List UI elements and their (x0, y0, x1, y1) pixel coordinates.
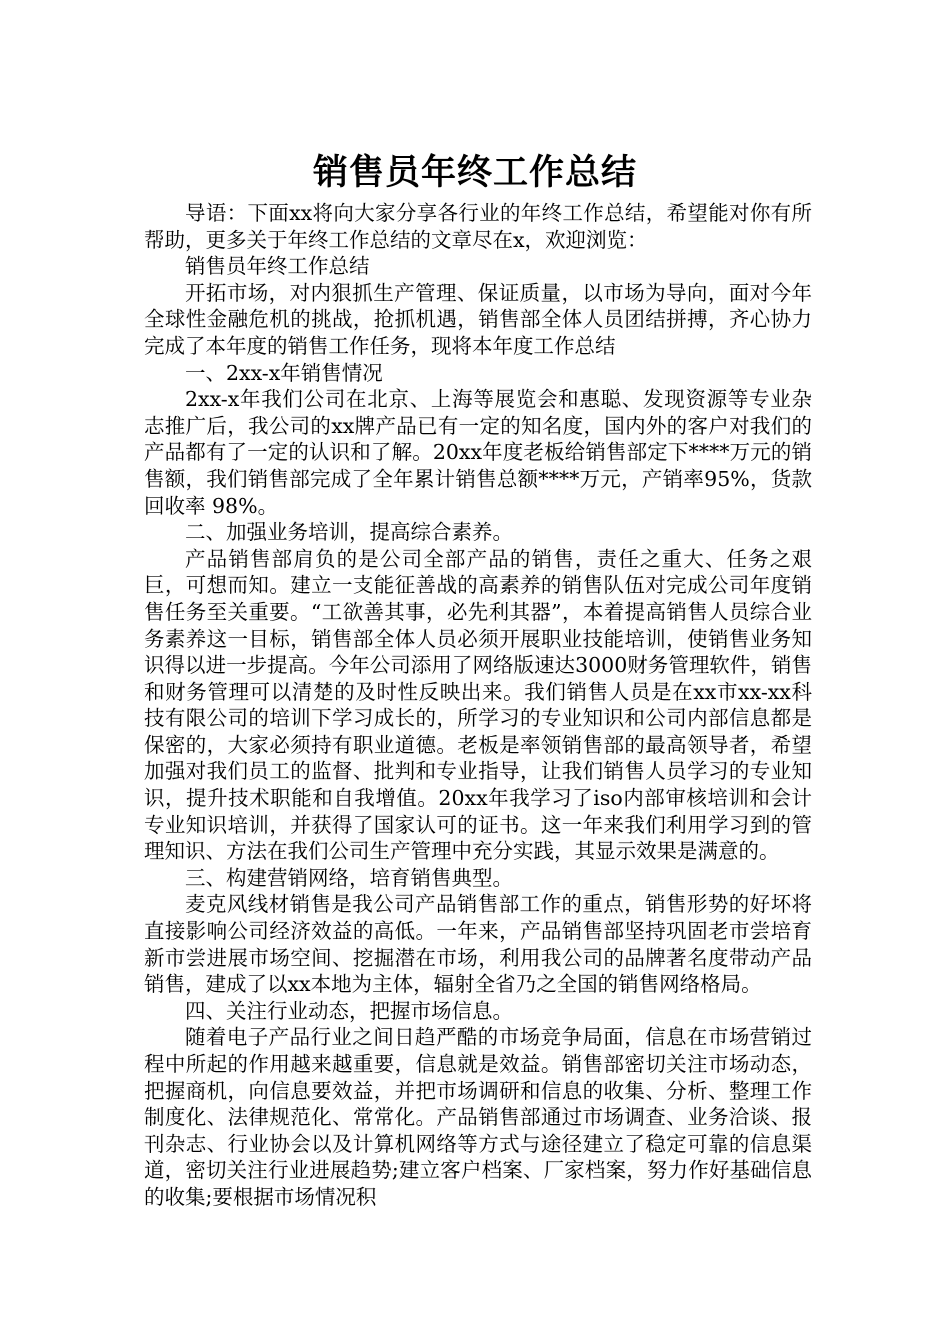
paragraph-intro: 导语：下面xx将向大家分享各行业的年终工作总结，希望能对你有所帮助，更多关于年终工作总结的文章尽在x，欢迎浏览： (144, 201, 812, 252)
paragraph-training: 产品销售部肩负的是公司全部产品的销售，责任之重大、任务之艰巨，可想而知。建立一支能征善战的高素养的销售队伍对完成公司年度销售任务至关重要。“工欲善其事，必先利其器”，本着提高销售人员综合业务素养这一目标，销售部全体人员必须开展职业技能培训，使销售业务知识得以进一步提高。今年公司添用了网络版速达3000财务管理软件，销售和财务管理可以清楚的及时性反映出来。我们销售人员是在xx市xx-xx科技有限公司的培训下学习成长的，所学习的专业知识和公司内部信息都是保密的，大家必须持有职业道德。老板是率领销售部的最高领导者，希望加强对我们员工的监督、批判和专业指导，让我们销售人员学习的专业知识，提升技术职能和自我增值。20xx年我学习了iso内部审核培训和会计专业知识培训，并获得了国家认可的证书。这一年来我们利用学习到的管理知识、方法在我们公司生产管理中充分实践，其显示效果是满意的。 (144, 546, 812, 864)
paragraph-sales: 2xx-x年我们公司在北京、上海等展览会和惠聪、发现资源等专业杂志推广后，我公司的xx牌产品已有一定的知名度，国内外的客户对我们的产品都有了一定的认识和了解。20xx年度老板给销售部定下****万元的销售额，我们销售部完成了全年累计销售总额****万元，产销率95%，货款回收率 98%。 (144, 387, 812, 518)
section-heading-4: 四、关注行业动态，把握市场信息。 (185, 998, 513, 1023)
document-body (144, 200, 812, 1211)
paragraph-network: 麦克风线材销售是我公司产品销售部工作的重点，销售形势的好坏将直接影响公司经济效益的高低。一年来，产品销售部坚持巩固老市尝培育新市尝进展市场空间、挖掘潜在市场，利用我公司的品牌著名度带动产品销售，建成了以xx本地为主体，辐射全省乃之全国的销售网络格局。 (144, 892, 812, 997)
paragraph-opening: 开拓市场，对内狠抓生产管理、保证质量，以市场为导向，面对今年全球性金融危机的挑战，抢抓机遇，销售部全体人员团结拼搏，齐心协力完成了本年度的销售工作任务，现将本年度工作总结 (144, 280, 812, 358)
document-title: 销售员年终工作总结 (312, 153, 637, 194)
section-heading-3: 三、构建营销网络，培育销售典型。 (185, 865, 513, 890)
paragraph-subtitle: 销售员年终工作总结 (185, 254, 370, 279)
paragraph-market-info: 随着电子产品行业之间日趋严酷的市场竞争局面，信息在市场营销过程中所起的作用越来越重要，信息就是效益。销售部密切关注市场动态，把握商机，向信息要效益，并把市场调研和信息的收集、分析、整理工作制度化、法律规范化、常常化。产品销售部通过市场调查、业务洽谈、报刊杂志、行业协会以及计算机网络等方式与途径建立了稳定可靠的信息渠道，密切关注行业进展趋势;建立客户档案、厂家档案，努力作好基础信息的收集;要根据市场情况积 (144, 1025, 812, 1209)
section-heading-2: 二、加强业务培训，提高综合素养。 (185, 520, 513, 545)
section-heading-1: 一、2xx-x年销售情况 (185, 360, 383, 385)
